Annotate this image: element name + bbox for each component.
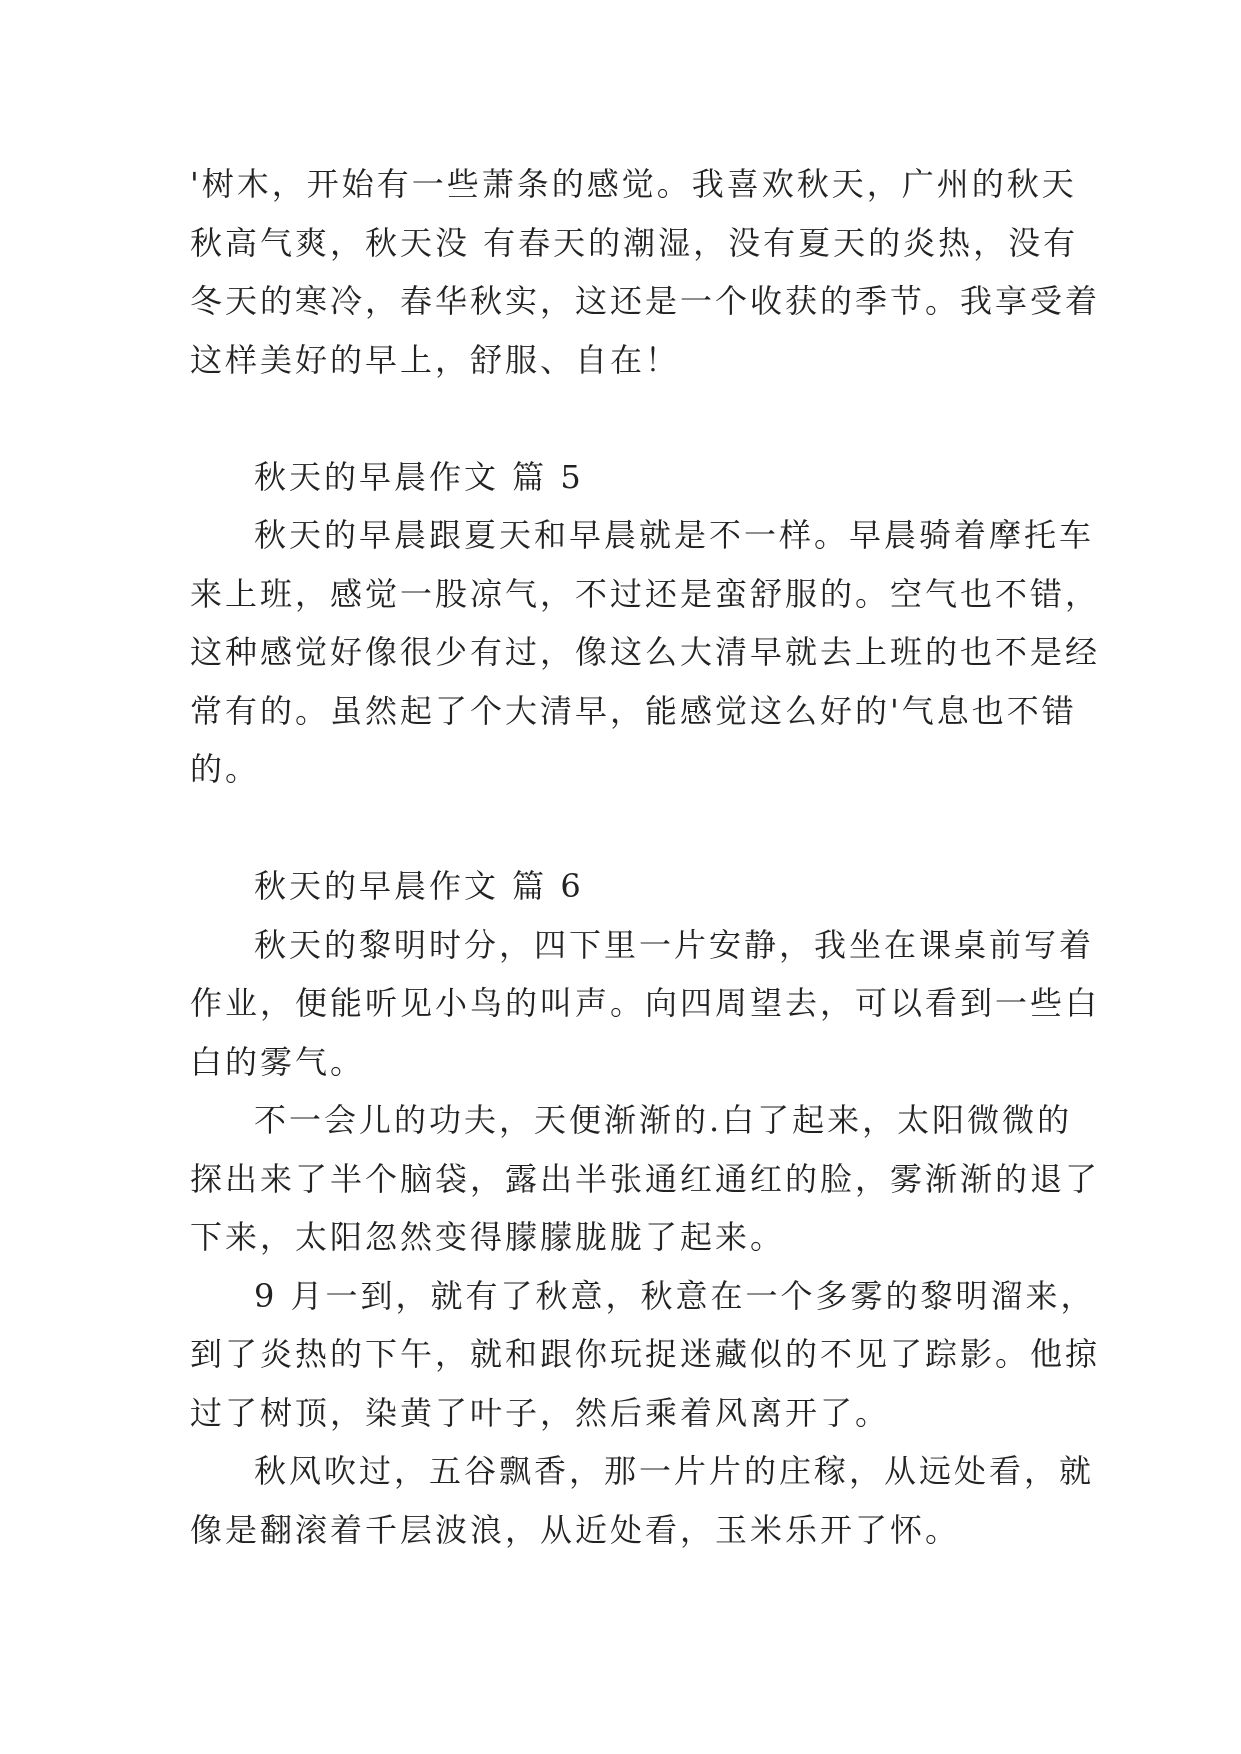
text-line: 秋高气爽，秋天没 有春天的潮湿，没有夏天的炎热，没有 [190,223,1079,262]
text-line: 作业，便能听见小鸟的叫声。向四周望去，可以看到一些白 [190,984,1101,1022]
section-6 [190,857,1101,1559]
text-line: 下来，太阳忽然变得朦朦胧胧了起来。 [190,1218,786,1256]
text-line: 秋天的早晨跟夏天和早晨就是不一样。早晨骑着摩托车 [254,516,1095,554]
text-line: 不一会儿的功夫，天便渐渐的.白了起来，太阳微微的 [254,1101,1073,1139]
text-line: 常有的。虽然起了个大清早，能感觉这么好的'气息也不错 [190,691,1077,730]
section-6-paragraph-1 [190,916,1101,1092]
text-line: 9 月一到，就有了秋意，秋意在一个多雾的黎明溜来， [254,1276,1096,1315]
text-line: 过了树顶，染黄了叶子，然后乘着风离开了。 [190,1393,891,1432]
section-heading: 秋天的早晨作文 篇 5 [254,457,584,496]
text-line: 探出来了半个脑袋，露出半张通红通红的脸，雾渐渐的退了 [190,1159,1101,1198]
text-line: 到了炎热的下午，就和跟你玩捉迷藏似的不见了踪影。他掠 [190,1335,1101,1373]
section-6-paragraph-3 [190,1267,1101,1443]
text-line: 像是翻滚着千层波浪，从近处看，玉米乐开了怀。 [190,1510,961,1549]
text-line: 冬天的寒冷，春华秋实，这还是一个收获的季节。我享受着 [190,282,1101,320]
section-spacer [190,799,1070,858]
text-line: 这种感觉好像很少有过，像这么大清早就去上班的也不是经 [190,633,1101,671]
section-5 [190,448,1101,799]
text-line: 秋天的黎明时分，四下里一片安静，我坐在课桌前写着 [254,925,1095,964]
section-heading: 秋天的早晨作文 篇 6 [254,867,584,905]
section-5-paragraph [190,506,1101,799]
text-line: 秋风吹过，五谷飘香，那一片片的庄稼，从远处看，就 [254,1452,1095,1490]
section-6-paragraph-2 [190,1091,1101,1267]
text-line: 这样美好的早上，舒服、自在！ [190,340,681,379]
section-spacer [190,389,1070,448]
intro-paragraph [190,155,1101,389]
text-line: 白的雾气。 [190,1042,366,1081]
section-6-paragraph-4 [190,1442,1095,1559]
text-line: 来上班，感觉一股凉气，不过还是蛮舒服的。空气也不错， [190,574,1101,613]
text-line: 的。 [190,750,261,788]
text-line: '树木，开始有一些萧条的感觉。我喜欢秋天，广州的秋天 [190,165,1077,203]
document-body [190,155,1101,1559]
